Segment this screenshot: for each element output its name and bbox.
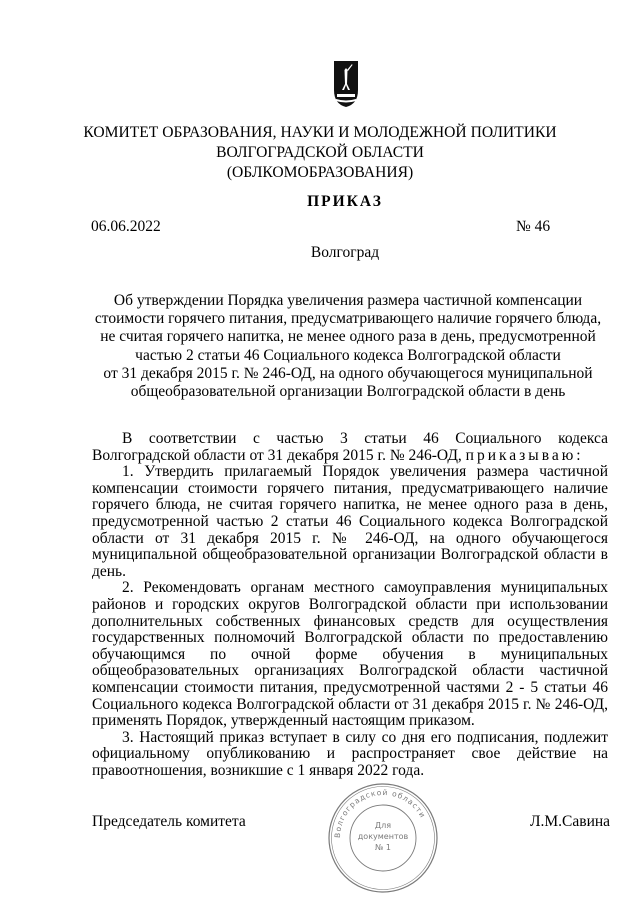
- stamp-ring-text: Волгоградской области: [332, 787, 428, 839]
- order-city: Волгоград: [310, 244, 380, 261]
- order-item-2: 2. Рекомендовать органам местного самоуправления муниципальных районов и городских округов Волгоградской области при использовании дополнительных собственных финансовых средств для осуществления государственных полномочий Волгоградской области по предоставлению обучающимся по очной форме обучения в муниципальных общеобразовательных организациях Волгоградской области частичной компенсации стоимости питания, предусмотренной частями 2 - 5 статьи 46 Социального кодекса Волгоградской области от 31 декабря 2015 г. № 246-ОД, применять Порядок, утвержденный настоящим приказом.: [92, 579, 608, 730]
- header-abbreviation: (ОБЛКОМОБРАЗОВАНИЯ): [226, 164, 414, 181]
- order-item-1: 1. Утвердить прилагаемый Порядок увеличения размера частичной компенсации стоимости горячего питания, предусматривающего наличие горячего блюда, не считая горячего напитка, не менее одного раза в день, предусмотренной частью 2 статьи 46 Социального кодекса Волгоградской области от 31 декабря 2015 г. № 246-ОД, на одного обучающегося муниципальной общеобразовательной организации Волгоградской области в день.: [92, 463, 608, 580]
- coat-of-arms-emblem-icon: [333, 60, 359, 108]
- subject-line: от 31 декабря 2015 г. № 246-ОД, на одного обучающегося муниципальной: [103, 364, 593, 382]
- order-word: приказываю:: [465, 446, 584, 464]
- order-body: [92, 431, 608, 779]
- order-date: 06.06.2022: [91, 218, 161, 235]
- svg-text:Волгоградской области: [333, 788, 428, 838]
- order-subject: [88, 292, 608, 401]
- subject-line: общеобразовательной организации Волгоградской области в день: [130, 383, 566, 401]
- header-committee-name: КОМИТЕТ ОБРАЗОВАНИЯ, НАУКИ И МОЛОДЕЖНОЙ ПОЛИТИКИ: [83, 124, 557, 141]
- preamble-paragraph: [92, 431, 608, 464]
- subject-line: Об утверждении Порядка увеличения размера частичной компенсации: [113, 292, 583, 309]
- signatory-name: Л.М.Савина: [530, 813, 611, 830]
- stamp-center-line-1: Для: [374, 821, 392, 830]
- official-stamp: [327, 782, 439, 894]
- stamp-center-line-2: документов: [357, 832, 409, 841]
- header-block: [0, 123, 640, 183]
- signatory-position: Председатель комитета: [92, 813, 246, 830]
- order-number: № 46: [516, 218, 551, 235]
- subject-line: стоимости горячего питания, предусматривающего наличие горячего блюда,: [94, 310, 602, 328]
- preamble-text: В соответствии с частью 3 статьи 46 Социального кодекса Волгоградской области от 31 декабря 2015 г. № 246-ОД,: [92, 430, 608, 464]
- header-region: ВОЛГОГРАДСКОЙ ОБЛАСТИ: [216, 144, 424, 161]
- order-item-3: 3. Настоящий приказ вступает в силу со дня его подписания, подлежит официальному опубликованию и распространяет свое действие на правоотношения, возникшие с 1 января 2022 года.: [92, 728, 608, 779]
- document-title: ПРИКАЗ: [307, 193, 383, 210]
- subject-line: не считая горячего напитка, не менее одного раза в день, предусмотренной: [100, 328, 596, 346]
- subject-line: частью 2 статьи 46 Социального кодекса Волгоградской области: [135, 346, 561, 364]
- stamp-center-line-3: № 1: [375, 843, 391, 852]
